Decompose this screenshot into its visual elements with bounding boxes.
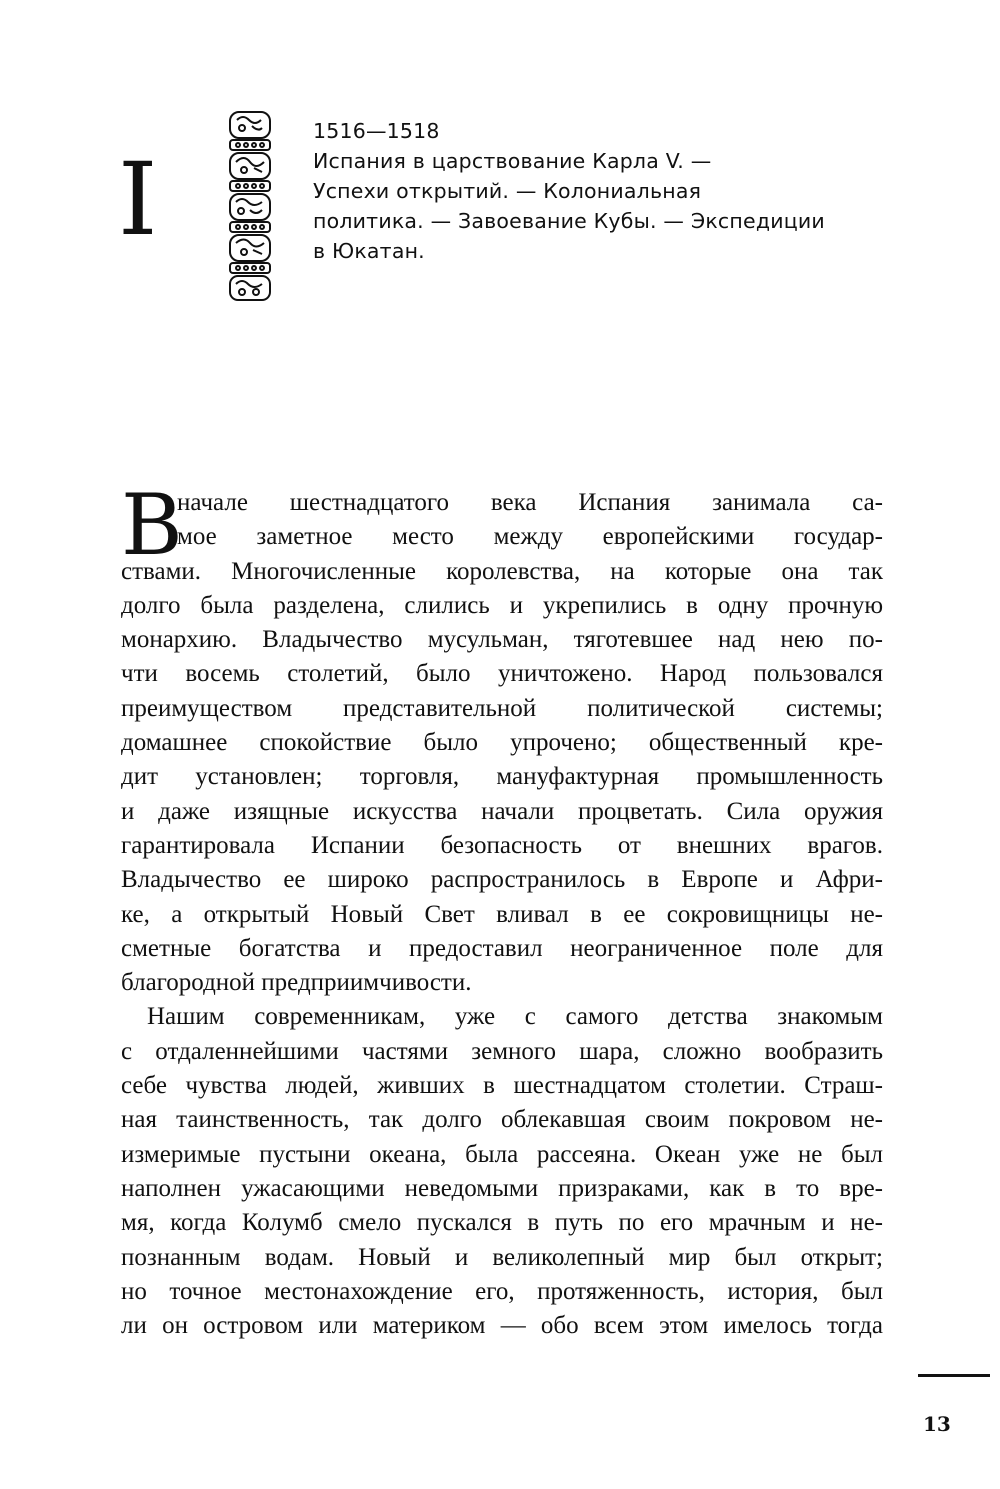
text-line: ли он островом или материком — обо всем этом имелось тогда — [121, 1312, 883, 1340]
text-line: чти восемь столетий, было уничтожено. Народ пользовался — [121, 660, 883, 688]
text-line: гарантировала Испании безопасность от внешних врагов. — [121, 831, 883, 859]
summary-line: Испания в царствование Карла V. — — [313, 149, 712, 173]
text-line: с отдаленнейшими частями земного шара, сложно вообразить — [121, 1037, 883, 1065]
text-line: и даже изящные искусства начали процветать. Сила оружия — [121, 797, 883, 825]
text-line: мое заметное место между европейскими государ- — [177, 523, 883, 551]
text-line: сметные богатства и предоставил неограниченное поле для — [121, 934, 883, 962]
text-line: познанным водам. Новый и великолепный мир был открыт; — [121, 1243, 883, 1271]
text-line: мя, когда Колумб смело пускался в путь по его мрачным и не- — [121, 1209, 883, 1237]
body-text — [121, 476, 883, 1343]
text-line: домашнее спокойствие было упрочено; общественный кре- — [121, 729, 883, 757]
paragraph-1 — [121, 476, 883, 1000]
text-line: Владычество ее широко распространилось в Европе и Афри- — [121, 866, 883, 894]
text-line: преимуществом представительной политической системы; — [121, 694, 883, 722]
text-line: наполнен ужасающими неведомыми призраками, как в то вре- — [121, 1174, 883, 1202]
footer-rule — [918, 1374, 990, 1377]
drop-cap: В — [121, 476, 183, 574]
text-line: Нашим современникам, уже с самого детства знакомым — [147, 1003, 883, 1031]
summary-line: политика. — Завоевание Кубы. — Экспедиции — [313, 209, 825, 233]
text-line: себе чувства людей, живших в шестнадцатом столетии. Страш- — [121, 1072, 883, 1100]
page-number: 13 — [923, 1412, 951, 1436]
text-line: монархию. Владычество мусульман, тяготевшее над нею по- — [121, 626, 883, 654]
maya-glyph-ornament-icon — [224, 110, 276, 302]
text-line: благородной предприимчивости. — [121, 969, 472, 997]
summary-years: 1516—1518 — [313, 119, 440, 143]
text-line: ке, а открытый Новый Свет вливал в ее сокровищницы не- — [121, 900, 883, 928]
chapter-summary — [313, 116, 913, 266]
text-line: ная таинственность, так долго облекавшая своим покровом не- — [121, 1106, 883, 1134]
summary-line: Успехи открытий. — Колониальная — [313, 179, 702, 203]
summary-line: в Юкатан. — [313, 239, 425, 263]
text-line: долго была разделена, слились и укрепились в одну прочную — [121, 591, 883, 619]
paragraph-2 — [121, 1000, 883, 1343]
text-line: начале шестнадцатого века Испания занимала са- — [177, 489, 883, 516]
text-line: ствами. Многочисленные королевства, на которые она так — [121, 557, 883, 585]
chapter-numeral: I — [118, 141, 158, 258]
text-line: дит установлен; торговля, мануфактурная промышленность — [121, 763, 883, 791]
text-line: но точное местонахождение его, протяженность, история, был — [121, 1277, 883, 1305]
text-line: измеримые пустыни океана, была рассеяна. Океан уже не был — [121, 1140, 883, 1168]
